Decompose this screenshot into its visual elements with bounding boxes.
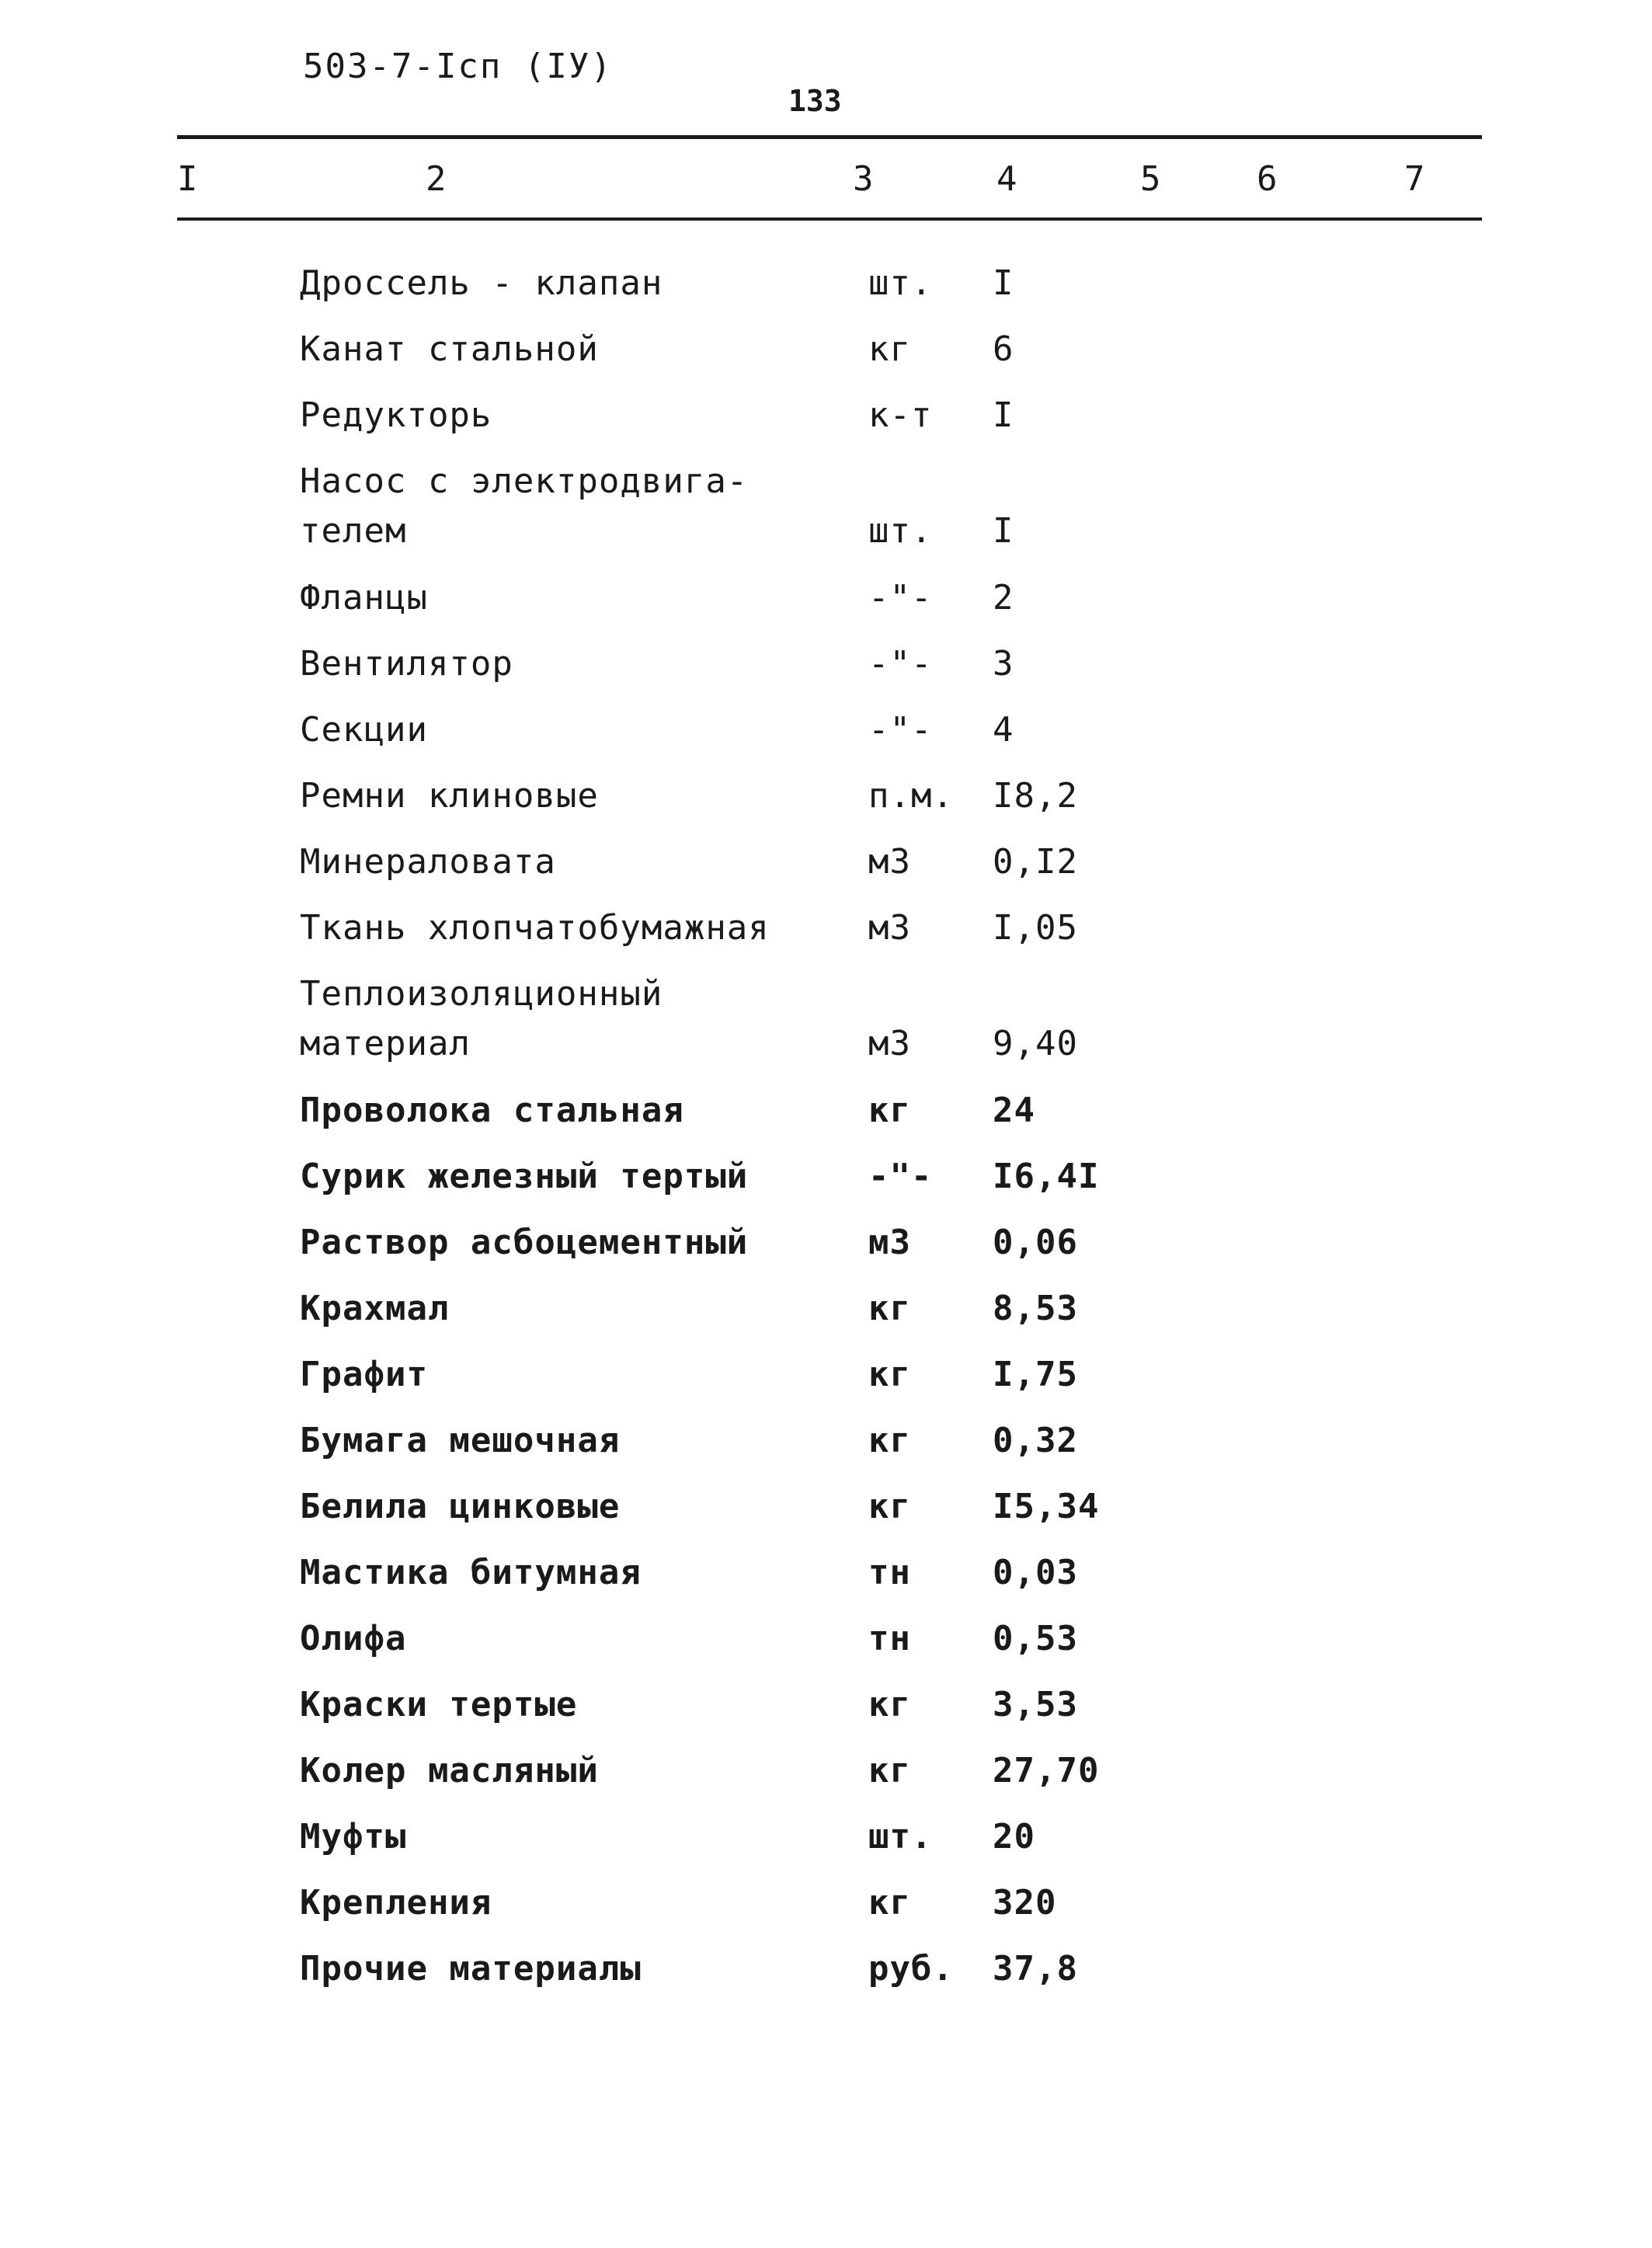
header-rule-top — [177, 135, 1482, 139]
item-quantity: 3 — [993, 644, 1014, 684]
item-name-line: Краски тертые — [300, 1685, 578, 1724]
item-unit: м3 — [868, 1223, 911, 1262]
item-name-line: Прочие материалы — [300, 1949, 642, 1989]
item-name — [300, 1482, 620, 1532]
item-unit: кг — [868, 1487, 911, 1526]
item-unit: м3 — [868, 842, 911, 882]
item-unit: кг — [868, 1883, 911, 1923]
item-unit: тн — [868, 1553, 911, 1592]
item-name — [300, 391, 492, 440]
item-name-line: Ткань хлопчатобумажная — [300, 908, 770, 948]
item-name — [300, 259, 663, 308]
item-name — [300, 1416, 620, 1466]
item-name-line: Бумага мешочная — [300, 1421, 621, 1460]
item-quantity: 9,40 — [993, 1024, 1078, 1063]
item-quantity: 6 — [993, 329, 1014, 369]
item-unit: кг — [868, 1685, 911, 1724]
item-quantity: 0,53 — [993, 1619, 1078, 1658]
item-name-line: Муфты — [300, 1817, 407, 1857]
item-quantity: 320 — [993, 1883, 1057, 1923]
item-name — [300, 705, 428, 755]
item-name-line: Фланцы — [300, 578, 428, 618]
item-name — [300, 1680, 577, 1730]
column-header-4: 4 — [996, 159, 1017, 199]
item-name-line: материал — [300, 1024, 471, 1063]
item-name-line: Крепления — [300, 1883, 492, 1923]
column-header-2: 2 — [426, 159, 447, 199]
column-header-5: 5 — [1140, 159, 1161, 199]
column-header-3: 3 — [853, 159, 874, 199]
item-quantity: I — [993, 511, 1014, 551]
item-name — [300, 1746, 599, 1796]
item-name-line: Крахмал — [300, 1289, 450, 1328]
item-name-line: Колер масляный — [300, 1751, 599, 1790]
item-name-line: Белила цинковые — [300, 1487, 621, 1526]
item-name-line: Ремни клиновые — [300, 776, 599, 816]
item-name — [300, 1944, 642, 1994]
item-quantity: I — [993, 395, 1014, 435]
item-name-line: Вентилятор — [300, 644, 513, 684]
item-unit: -"- — [868, 1157, 933, 1196]
item-unit: кг — [868, 329, 911, 369]
item-name-line: Сурик железный тертый — [300, 1157, 749, 1196]
item-name-line: Канат стальной — [300, 329, 599, 369]
item-name-line: Мастика битумная — [300, 1553, 642, 1592]
item-unit: кг — [868, 1289, 911, 1328]
item-unit: -"- — [868, 710, 933, 750]
item-name-line: Редукторь — [300, 395, 492, 435]
item-unit: м3 — [868, 908, 911, 948]
item-unit: -"- — [868, 578, 933, 618]
item-quantity: 24 — [993, 1091, 1035, 1130]
item-name-line: Дроссель - клапан — [300, 263, 663, 303]
item-name — [300, 1812, 406, 1862]
item-quantity: I — [993, 263, 1014, 303]
item-name — [300, 639, 513, 689]
item-name — [300, 1878, 492, 1928]
item-unit: шт. — [868, 263, 933, 303]
column-header-6: 6 — [1257, 159, 1278, 199]
item-name — [300, 1284, 449, 1334]
item-name — [300, 457, 748, 556]
item-quantity: 0,32 — [993, 1421, 1078, 1460]
item-name-line: Раствор асбоцементный — [300, 1223, 749, 1262]
document-code: 503-7-Iсп (IУ) — [303, 47, 613, 86]
item-quantity: 8,53 — [993, 1289, 1078, 1328]
item-quantity: I5,34 — [993, 1487, 1100, 1526]
page-number: 133 — [788, 84, 842, 118]
item-unit: кг — [868, 1751, 911, 1790]
item-unit: руб. — [868, 1949, 954, 1989]
item-name — [300, 1614, 406, 1664]
item-unit: кг — [868, 1091, 911, 1130]
item-quantity: 27,70 — [993, 1751, 1100, 1790]
item-name — [300, 771, 599, 821]
item-quantity: 0,06 — [993, 1223, 1078, 1262]
item-quantity: I6,4I — [993, 1157, 1100, 1196]
item-name-line: Графит — [300, 1355, 428, 1394]
item-name-line: Проволока стальная — [300, 1091, 684, 1130]
header-rule-bottom — [177, 217, 1482, 221]
item-name-line: Минераловата — [300, 842, 556, 882]
item-quantity: 3,53 — [993, 1685, 1078, 1724]
item-unit: кг — [868, 1421, 911, 1460]
item-name-line: Олифа — [300, 1619, 407, 1658]
item-name — [300, 903, 770, 953]
item-unit: тн — [868, 1619, 911, 1658]
item-name — [300, 1086, 684, 1136]
item-unit: м3 — [868, 1024, 911, 1063]
item-quantity: I8,2 — [993, 776, 1078, 816]
item-name-line: телем — [300, 511, 407, 551]
column-header-1: I — [177, 159, 198, 199]
item-name — [300, 325, 599, 374]
item-quantity: 37,8 — [993, 1949, 1078, 1989]
item-quantity: 4 — [993, 710, 1014, 750]
item-name — [300, 1152, 748, 1202]
item-name — [300, 837, 556, 887]
item-name-line: Насос с электродвига- — [300, 461, 749, 501]
item-unit: шт. — [868, 511, 933, 551]
item-quantity: 2 — [993, 578, 1014, 618]
item-unit: кг — [868, 1355, 911, 1394]
item-name — [300, 1218, 748, 1268]
item-name-line: Теплоизоляционный — [300, 974, 663, 1014]
item-name — [300, 1548, 642, 1598]
item-quantity: 20 — [993, 1817, 1035, 1857]
item-unit: шт. — [868, 1817, 933, 1857]
item-unit: -"- — [868, 644, 933, 684]
item-name — [300, 573, 428, 623]
item-unit: п.м. — [868, 776, 954, 816]
item-unit: к-т — [868, 395, 933, 435]
item-quantity: I,05 — [993, 908, 1078, 948]
item-quantity: 0,I2 — [993, 842, 1078, 882]
item-name — [300, 1350, 428, 1400]
item-name-line: Секции — [300, 710, 428, 750]
column-header-7: 7 — [1404, 159, 1425, 199]
item-quantity: 0,03 — [993, 1553, 1078, 1592]
item-name — [300, 969, 663, 1069]
item-quantity: I,75 — [993, 1355, 1078, 1394]
